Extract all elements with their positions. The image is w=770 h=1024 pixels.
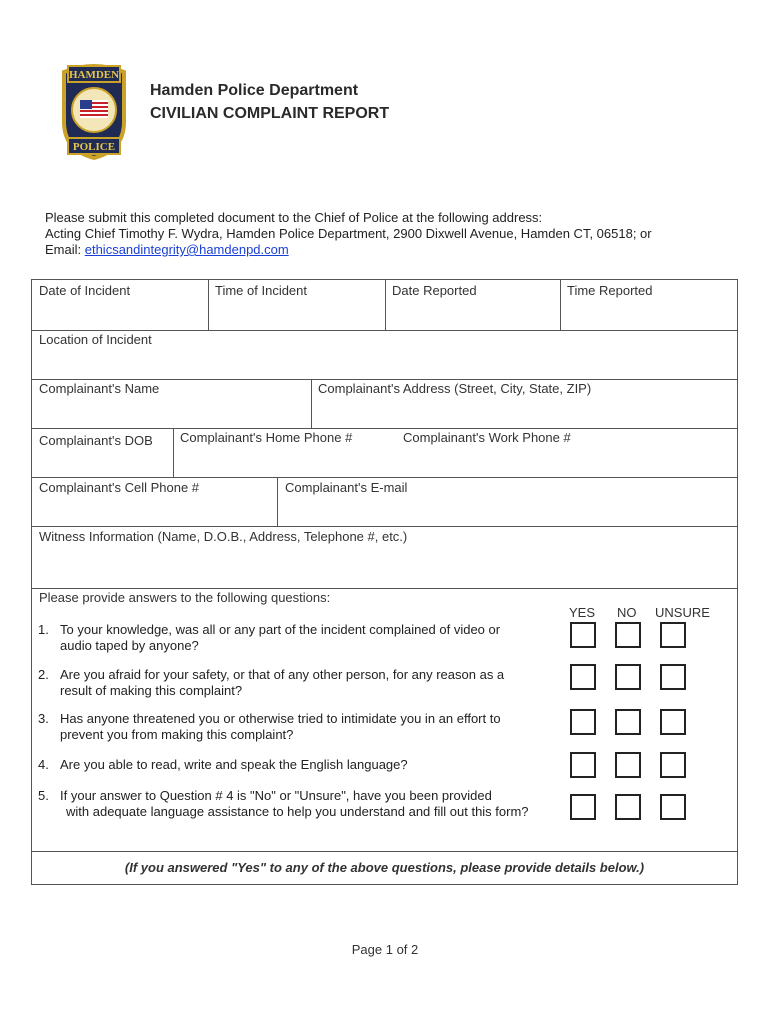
- question-number: 3.: [38, 711, 49, 726]
- q5-unsure-checkbox[interactable]: [660, 794, 686, 820]
- badge-top-text: HAMDEN: [68, 69, 120, 81]
- question-text: Are you afraid for your safety, or that of any other person, for any reason as a: [60, 667, 505, 682]
- complainant-home-phone-field[interactable]: Complainant's Home Phone #: [180, 430, 353, 445]
- column-header-unsure: UNSURE: [655, 605, 710, 620]
- email-prefix: Email:: [45, 242, 85, 257]
- complainant-address-field[interactable]: Complainant's Address (Street, City, State, ZIP): [318, 381, 592, 396]
- question-text: If your answer to Question # 4 is "No" or "Unsure", have you been provided: [60, 788, 492, 803]
- q1-no-checkbox[interactable]: [615, 622, 641, 648]
- column-header-yes: YES: [569, 605, 596, 620]
- question-5: [38, 788, 529, 820]
- complainant-email-field[interactable]: Complainant's E-mail: [285, 480, 408, 495]
- email-link[interactable]: ethicsandintegrity@hamdenpd.com: [84, 242, 289, 257]
- complainant-dob-field[interactable]: Complainant's DOB: [39, 433, 153, 448]
- row-divider: [32, 379, 737, 380]
- question-3: [38, 711, 501, 743]
- complaint-form: [31, 279, 738, 885]
- q3-unsure-checkbox[interactable]: [660, 709, 686, 735]
- location-of-incident-field[interactable]: Location of Incident: [39, 332, 152, 347]
- q2-yes-checkbox[interactable]: [570, 664, 596, 690]
- complainant-name-field[interactable]: Complainant's Name: [39, 381, 160, 396]
- question-text-cont: prevent you from making this complaint?: [60, 727, 294, 742]
- question-text-cont: with adequate language assistance to help you understand and fill out this form?: [66, 804, 529, 819]
- date-of-incident-field[interactable]: Date of Incident: [39, 283, 131, 298]
- question-2: [38, 667, 504, 699]
- questions-prompt: Please provide answers to the following questions:: [39, 590, 331, 605]
- q1-unsure-checkbox[interactable]: [660, 622, 686, 648]
- question-number: 5.: [38, 788, 49, 803]
- intro-email-line: [45, 242, 289, 257]
- q5-yes-checkbox[interactable]: [570, 794, 596, 820]
- department-name: Hamden Police Department: [150, 82, 359, 99]
- q4-yes-checkbox[interactable]: [570, 752, 596, 778]
- question-text-cont: audio taped by anyone?: [60, 638, 199, 653]
- column-header-no: NO: [617, 605, 637, 620]
- q3-no-checkbox[interactable]: [615, 709, 641, 735]
- complainant-work-phone-field[interactable]: Complainant's Work Phone #: [403, 430, 571, 445]
- intro-line-1: Please submit this completed document to the Chief of Police at the following address:: [45, 210, 543, 225]
- row-divider: [32, 526, 737, 527]
- col-divider: [385, 280, 386, 330]
- details-note: (If you answered "Yes" to any of the above questions, please provide details below.): [124, 860, 645, 875]
- row-divider: [32, 428, 737, 429]
- q5-no-checkbox[interactable]: [615, 794, 641, 820]
- question-number: 2.: [38, 667, 49, 682]
- question-text: To your knowledge, was all or any part of the incident complained of video or: [60, 622, 501, 637]
- row-divider: [32, 477, 737, 478]
- q2-no-checkbox[interactable]: [615, 664, 641, 690]
- date-reported-field[interactable]: Date Reported: [392, 283, 477, 298]
- q3-yes-checkbox[interactable]: [570, 709, 596, 735]
- question-text: Are you able to read, write and speak the English language?: [60, 757, 408, 772]
- row-divider: [32, 330, 737, 331]
- q2-unsure-checkbox[interactable]: [660, 664, 686, 690]
- police-badge-logo: [58, 62, 130, 160]
- time-reported-field[interactable]: Time Reported: [567, 283, 653, 298]
- question-text-cont: result of making this complaint?: [60, 683, 243, 698]
- q4-no-checkbox[interactable]: [615, 752, 641, 778]
- question-number: 4.: [38, 757, 49, 772]
- question-1: [38, 622, 500, 654]
- witness-information-field[interactable]: Witness Information (Name, D.O.B., Address, Telephone #, etc.): [39, 529, 408, 544]
- question-number: 1.: [38, 622, 49, 637]
- col-divider: [277, 477, 278, 526]
- time-of-incident-field[interactable]: Time of Incident: [215, 283, 308, 298]
- col-divider: [208, 280, 209, 330]
- row-divider: [32, 588, 737, 589]
- complainant-cell-phone-field[interactable]: Complainant's Cell Phone #: [39, 480, 200, 495]
- intro-line-2: Acting Chief Timothy F. Wydra, Hamden Police Department, 2900 Dixwell Avenue, Hamden CT, 06518; or: [45, 226, 652, 241]
- question-4: [38, 757, 408, 773]
- q1-yes-checkbox[interactable]: [570, 622, 596, 648]
- question-text: Has anyone threatened you or otherwise tried to intimidate you in an effort to: [60, 711, 501, 726]
- col-divider: [311, 379, 312, 428]
- col-divider: [173, 428, 174, 477]
- col-divider: [560, 280, 561, 330]
- badge-bottom-text: POLICE: [72, 141, 116, 153]
- q4-unsure-checkbox[interactable]: [660, 752, 686, 778]
- form-title: CIVILIAN COMPLAINT REPORT: [150, 105, 390, 122]
- page-number: Page 1 of 2: [351, 942, 419, 957]
- row-divider: [32, 851, 737, 852]
